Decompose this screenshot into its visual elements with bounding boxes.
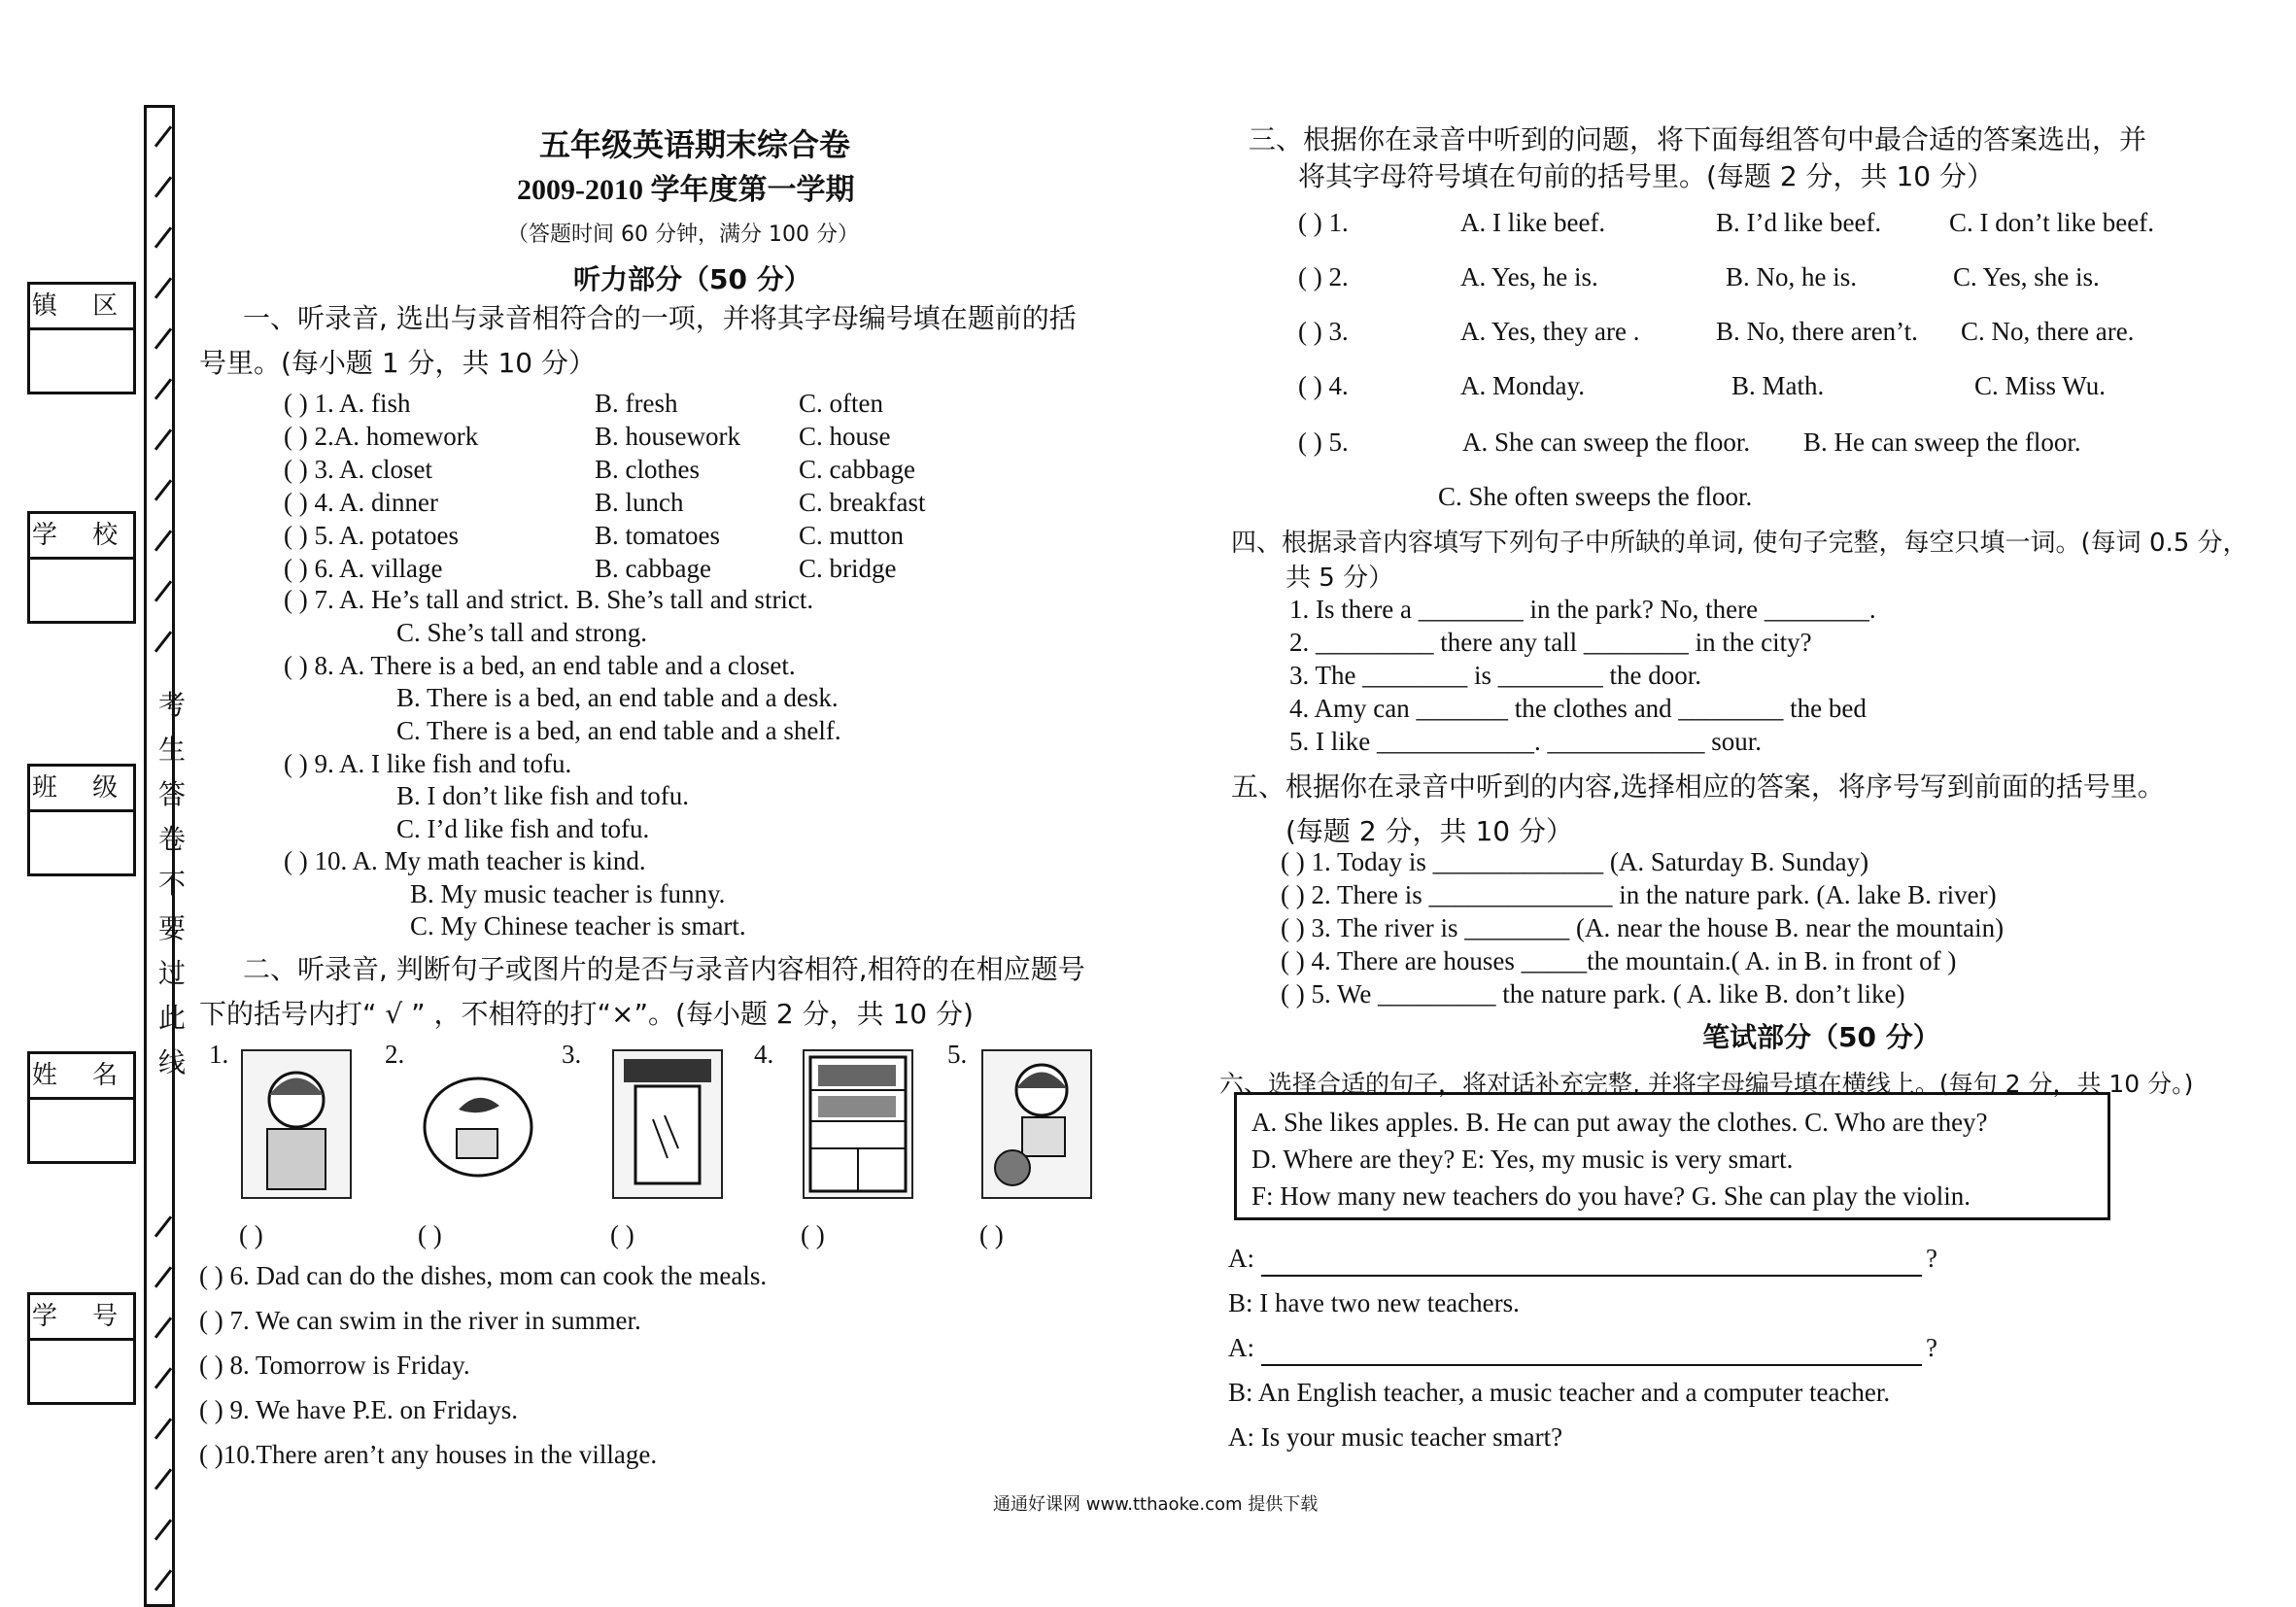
picture-number: 3. <box>562 1040 582 1069</box>
picture-answer-bracket[interactable]: ( ) <box>239 1220 263 1249</box>
slash-mark <box>154 125 172 147</box>
slash-mark <box>154 378 172 399</box>
s3-option-a: A. Yes, he is. <box>1460 262 1598 291</box>
info-box-label: 镇 区 <box>30 285 133 330</box>
slash-mark <box>154 1569 172 1590</box>
s1-question: ( ) 4. A. dinner <box>284 488 438 517</box>
slash-mark <box>154 1418 172 1439</box>
slash-mark <box>154 1367 172 1388</box>
slash-mark <box>154 277 172 298</box>
binding-strip <box>144 105 175 1607</box>
footer-note: 通通好课网 www.tthaoke.com 提供下载 <box>993 1494 1319 1515</box>
s1-q10c: C. My Chinese teacher is smart. <box>410 911 746 940</box>
picture-number: 2. <box>385 1040 405 1069</box>
s3-option-b: B. No, he is. <box>1726 262 1857 291</box>
picture-answer-bracket[interactable]: ( ) <box>801 1220 825 1249</box>
s1-q8a: ( ) 8. A. There is a bed, an end table and a closet. <box>284 651 796 680</box>
dialog-line: A: <box>1228 1333 1254 1362</box>
cut-line-char: 过 <box>158 957 187 989</box>
s1-q9a: ( ) 9. A. I like fish and tofu. <box>284 749 572 778</box>
s1-option-c: C. breakfast <box>799 488 926 517</box>
s6-option: A. She likes apples. B. He can put away the clothes. C. Who are they? <box>1251 1108 1988 1137</box>
s3-option-a: A. I like beef. <box>1460 208 1606 237</box>
s3-option-b: B. Math. <box>1731 371 1825 400</box>
section4-heading: 四、根据录音内容填写下列句子中所缺的单词, 使句子完整，每空只填一词。(每词 0.5 分， <box>1231 529 2248 558</box>
s1-question: ( ) 1. A. fish <box>284 389 411 418</box>
s1-option-b: B. lunch <box>595 488 684 517</box>
slash-mark <box>154 1215 172 1237</box>
s3-question: ( ) 1. <box>1298 208 1349 237</box>
written-heading: 笔试部分（50 分） <box>1702 1021 1940 1053</box>
info-box <box>27 764 136 876</box>
s1-option-c: C. bridge <box>799 554 897 583</box>
s1-option-b: B. clothes <box>595 455 700 484</box>
s5-line[interactable]: ( ) 1. Today is _____________ (A. Saturday B. Sunday) <box>1281 847 1869 876</box>
cut-line-char: 生 <box>158 734 187 766</box>
slash-mark <box>154 580 172 601</box>
section4-heading-cont: 共 5 分） <box>1285 564 1394 593</box>
s4-line[interactable]: 5. I like ____________. ____________ sour. <box>1289 727 1762 756</box>
info-box-label: 学 号 <box>30 1295 133 1341</box>
info-box-label: 班 级 <box>30 767 133 812</box>
cut-line-char: 考 <box>158 689 187 721</box>
s2-sentence: ( )10.There aren’t any houses in the village. <box>199 1440 658 1469</box>
info-box-label: 学 校 <box>30 514 133 560</box>
picture-answer-bracket[interactable]: ( ) <box>418 1220 442 1249</box>
cut-line-char: 卷 <box>158 823 187 855</box>
s3-option-a: A. Monday. <box>1460 371 1585 400</box>
s4-line[interactable]: 2. _________ there any tall ________ in the city? <box>1289 628 1812 657</box>
s3-option-c: C. Yes, she is. <box>1953 262 2100 291</box>
s5-line[interactable]: ( ) 3. The river is ________ (A. near the house B. near the mountain) <box>1281 913 2005 942</box>
section5-heading: 五、根据你在录音中听到的内容,选择相应的答案，将序号写到前面的括号里。 <box>1231 770 2165 803</box>
s5-line[interactable]: ( ) 2. There is ______________ in the nature park. (A. lake B. river) <box>1281 880 1997 909</box>
slash-mark <box>154 1519 172 1540</box>
section1-heading-cont: 号里。(每小题 1 分，共 10 分） <box>199 347 596 379</box>
s3-q5b: B. He can sweep the floor. <box>1803 427 2081 457</box>
s1-option-b: B. housework <box>595 422 740 451</box>
s1-q7: ( ) 7. A. He’s tall and strict. B. She’s tall and strict. <box>284 585 814 614</box>
s3-option-b: B. I’d like beef. <box>1716 208 1882 237</box>
s1-option-b: B. tomatoes <box>595 521 720 550</box>
s3-option-a: A. Yes, they are . <box>1460 317 1640 346</box>
s5-line[interactable]: ( ) 5. We _________ the nature park. ( A. like B. don’t like) <box>1281 979 1905 1009</box>
slash-mark <box>154 479 172 500</box>
slash-mark <box>154 176 172 197</box>
cut-line-char: 答 <box>158 778 187 810</box>
s1-question: ( ) 5. A. potatoes <box>284 521 459 550</box>
slash-mark <box>154 428 172 450</box>
s1-option-c: C. mutton <box>799 521 905 550</box>
dialog-line: B: An English teacher, a music teacher and a computer teacher. <box>1228 1378 1891 1407</box>
section6-heading: 六、选择合适的句子，将对话补充完整, 并将字母编号填在横线上。(每句 2 分，共 10 分。) <box>1219 1070 2194 1098</box>
info-box <box>27 511 136 624</box>
picture-number: 1. <box>209 1040 229 1069</box>
s1-question: ( ) 6. A. village <box>284 554 443 583</box>
dialog-answer-blank[interactable] <box>1261 1364 1922 1366</box>
s3-option-c: C. No, there are. <box>1961 317 2135 346</box>
s1-option-b: B. fresh <box>595 389 678 418</box>
s1-q9b: B. I don’t like fish and tofu. <box>396 781 689 810</box>
section2-heading: 二、听录音, 判断句子或图片的是否与录音内容相符,相符的在相应题号 <box>243 953 1085 985</box>
s2-sentence: ( ) 7. We can swim in the river in summer. <box>199 1306 641 1335</box>
s1-q8b: B. There is a bed, an end table and a desk. <box>396 683 839 712</box>
cut-line-char: 此 <box>158 1002 187 1034</box>
section2-heading-cont: 下的括号内打“ √ ” ，不相符的打“×”。(每小题 2 分，共 10 分) <box>199 998 974 1030</box>
section3-heading: 三、根据你在录音中听到的问题，将下面每组答句中最合适的答案选出，并 <box>1249 123 2147 155</box>
s3-option-c: C. I don’t like beef. <box>1949 208 2154 237</box>
s1-q10b: B. My music teacher is funny. <box>410 879 726 908</box>
info-box <box>27 1051 136 1164</box>
exam-note: （答题时间 60 分钟，满分 100 分） <box>507 222 859 247</box>
s3-q5: ( ) 5. <box>1298 427 1349 457</box>
s3-q5c: C. She often sweeps the floor. <box>1438 482 1753 511</box>
mirror-picture <box>612 1049 723 1199</box>
slash-mark <box>154 1266 172 1287</box>
s2-sentence: ( ) 8. Tomorrow is Friday. <box>199 1351 470 1380</box>
info-box <box>27 282 136 394</box>
picture-answer-bracket[interactable]: ( ) <box>610 1220 634 1249</box>
slash-mark <box>154 327 172 349</box>
s6-option: F: How many new teachers do you have? G. She can play the violin. <box>1251 1181 1971 1211</box>
s3-option-c: C. Miss Wu. <box>1974 371 2106 400</box>
dialog-end-mark: ? <box>1926 1244 1937 1273</box>
exam-title: 五年级英语期末综合卷 <box>539 126 851 163</box>
s2-sentence: ( ) 9. We have P.E. on Fridays. <box>199 1395 519 1424</box>
cut-line-char: 不 <box>158 868 187 900</box>
picture-number: 5. <box>947 1040 968 1069</box>
s1-q7c: C. She’s tall and strong. <box>396 618 647 647</box>
s4-line[interactable]: 4. Amy can _______ the clothes and ________ the bed <box>1289 694 1867 723</box>
slash-mark <box>154 530 172 551</box>
s1-question: ( ) 3. A. closet <box>284 455 432 484</box>
s1-q10a: ( ) 10. A. My math teacher is kind. <box>284 846 646 875</box>
info-box <box>27 1292 136 1405</box>
dialog-line: A: <box>1228 1244 1254 1273</box>
s4-line[interactable]: 1. Is there a ________ in the park? No, there ________. <box>1289 595 1876 624</box>
dialog-answer-blank[interactable] <box>1261 1275 1922 1277</box>
s3-q5a: A. She can sweep the floor. <box>1462 427 1751 457</box>
girl-picture <box>981 1049 1092 1199</box>
section3-heading-cont: 将其字母符号填在句前的括号里。(每题 2 分，共 10 分） <box>1298 160 1994 192</box>
food-plate-picture <box>420 1049 536 1195</box>
s1-option-c: C. house <box>799 422 891 451</box>
s1-q9c: C. I’d like fish and tofu. <box>396 814 650 843</box>
dialog-line: B: I have two new teachers. <box>1228 1288 1520 1317</box>
listening-heading: 听力部分（50 分） <box>573 263 811 295</box>
s3-question: ( ) 3. <box>1298 317 1349 346</box>
slash-mark <box>154 631 172 652</box>
s3-question: ( ) 2. <box>1298 262 1349 291</box>
section1-heading: 一、听录音, 选出与录音相符合的一项，并将其字母编号填在题前的括 <box>243 302 1077 334</box>
slash-mark <box>154 1468 172 1489</box>
slash-mark <box>154 1316 172 1338</box>
info-box-label: 姓 名 <box>30 1054 133 1100</box>
s3-question: ( ) 4. <box>1298 371 1349 400</box>
shelf-picture <box>803 1049 913 1199</box>
s1-option-c: C. cabbage <box>799 455 915 484</box>
dialog-end-mark: ? <box>1926 1333 1937 1362</box>
s6-option: D. Where are they? E: Yes, my music is very smart. <box>1251 1145 1794 1174</box>
s5-line[interactable]: ( ) 4. There are houses _____the mountain.( A. in B. in front of ) <box>1281 946 1957 975</box>
cut-line-char: 线 <box>158 1046 187 1078</box>
s1-question: ( ) 2.A. homework <box>284 422 479 451</box>
s4-line[interactable]: 3. The ________ is ________ the door. <box>1289 661 1701 690</box>
section5-heading-cont: (每题 2 分，共 10 分） <box>1285 815 1573 847</box>
s2-sentence: ( ) 6. Dad can do the dishes, mom can cook the meals. <box>199 1261 768 1290</box>
exam-subtitle: 2009-2010 学年度第一学期 <box>517 174 855 206</box>
slash-mark <box>154 226 172 248</box>
teacher-picture <box>241 1049 352 1199</box>
s1-option-c: C. often <box>799 389 883 418</box>
picture-number: 4. <box>754 1040 774 1069</box>
cut-line-char: 要 <box>158 912 187 944</box>
dialog-line: A: Is your music teacher smart? <box>1228 1422 1563 1452</box>
s1-q8c: C. There is a bed, an end table and a shelf. <box>396 716 841 745</box>
s3-option-b: B. No, there aren’t. <box>1716 317 1918 346</box>
s1-option-b: B. cabbage <box>595 554 711 583</box>
picture-answer-bracket[interactable]: ( ) <box>979 1220 1004 1249</box>
